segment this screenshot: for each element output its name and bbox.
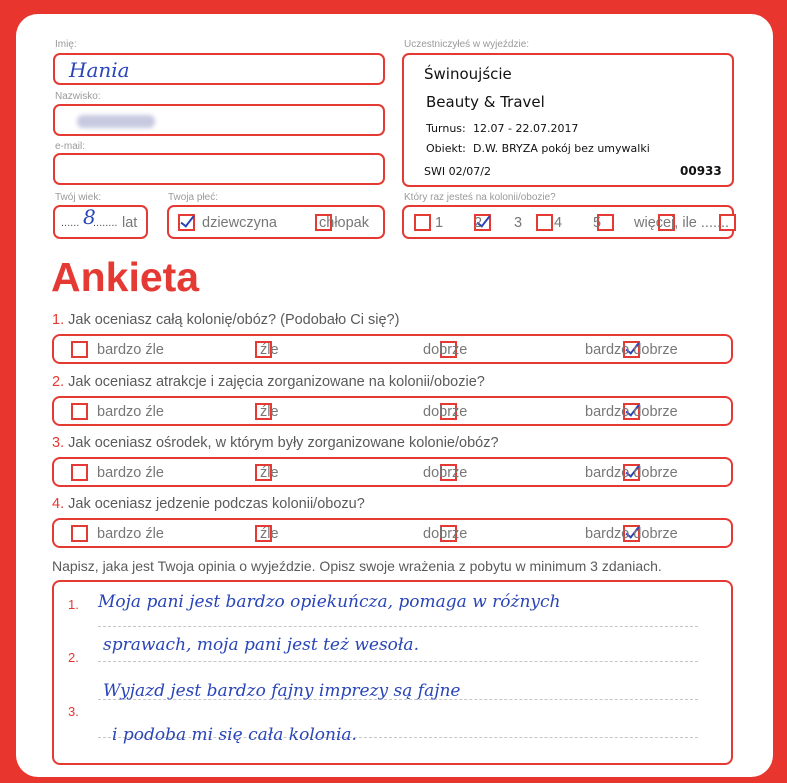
trip-box bbox=[402, 53, 734, 187]
question-2-number: 2. bbox=[52, 374, 65, 390]
times-1-checkbox[interactable] bbox=[414, 214, 431, 231]
q3-option-2-label: źle bbox=[260, 465, 279, 481]
turnus-label: Turnus: bbox=[426, 122, 466, 135]
times-field bbox=[402, 205, 734, 239]
q3-option-4-label: bardzo dobrze bbox=[585, 465, 678, 481]
gender-field bbox=[167, 205, 385, 239]
question-2 bbox=[52, 374, 485, 390]
question-4-options bbox=[52, 518, 733, 548]
times-2-label: 2 bbox=[474, 215, 483, 231]
trip-program: Beauty & Travel bbox=[426, 93, 545, 111]
line-number-3: 3. bbox=[68, 704, 79, 719]
gender-girl-checkbox[interactable] bbox=[178, 214, 195, 231]
question-1 bbox=[52, 312, 399, 328]
times-4-label: 4 bbox=[554, 215, 563, 231]
q4-option-1-label: bardzo źle bbox=[97, 526, 164, 542]
opinion-prompt: Napisz, jaka jest Twoja opinia o wyjeździe. Opisz swoje wrażenia z pobytu w minimum 3 zdaniach. bbox=[52, 558, 662, 574]
trip-label: Uczestniczyłeś w wyjeździe: bbox=[404, 39, 530, 50]
q4-option-1-checkbox[interactable] bbox=[71, 525, 88, 542]
times-label: Który raz jesteś na kolonii/obozie? bbox=[404, 192, 556, 203]
gender-girl-label: dziewczyna bbox=[202, 215, 277, 231]
age-dots-right: ........ bbox=[93, 217, 118, 229]
q2-option-4-label: bardzo dobrze bbox=[585, 404, 678, 420]
opinion-line-1: Moja pani jest bardzo opiekuńcza, pomaga w różnych bbox=[98, 592, 561, 612]
q3-option-1-checkbox[interactable] bbox=[71, 464, 88, 481]
gender-label: Twoja płeć: bbox=[168, 192, 219, 203]
turnus-value: 12.07 - 22.07.2017 bbox=[473, 122, 579, 135]
name-field[interactable] bbox=[53, 53, 385, 85]
question-1-text: Jak oceniasz całą kolonię/obóz? (Podobało Ci się?) bbox=[68, 312, 400, 328]
question-3-text: Jak oceniasz ośrodek, w którym były zorganizowane kolonie/obóz? bbox=[68, 435, 499, 451]
q2-option-1-label: bardzo źle bbox=[97, 404, 164, 420]
trip-number: 00933 bbox=[680, 164, 722, 178]
q2-option-2-label: źle bbox=[260, 404, 279, 420]
email-field[interactable] bbox=[53, 153, 385, 185]
question-1-options bbox=[52, 334, 733, 364]
q4-option-2-label: źle bbox=[260, 526, 279, 542]
redacted-surname bbox=[77, 115, 155, 128]
survey-title: Ankieta bbox=[51, 254, 200, 300]
age-unit: lat bbox=[122, 215, 138, 231]
name-label: Imię: bbox=[55, 39, 77, 50]
question-2-text: Jak oceniasz atrakcje i zajęcia zorganizowane na kolonii/obozie? bbox=[68, 374, 485, 390]
q3-option-1-label: bardzo źle bbox=[97, 465, 164, 481]
surname-field[interactable] bbox=[53, 104, 385, 136]
surname-label: Nazwisko: bbox=[55, 91, 101, 102]
writing-line bbox=[98, 626, 698, 627]
times-3-label: 3 bbox=[514, 215, 523, 231]
question-3-options bbox=[52, 457, 733, 487]
q1-option-1-label: bardzo źle bbox=[97, 342, 164, 358]
q4-option-3-label: dobrze bbox=[423, 526, 468, 542]
question-3 bbox=[52, 435, 499, 451]
name-value: Hania bbox=[69, 58, 130, 82]
opinion-line-3: Wyjazd jest bardzo fajny imprezy są fajne bbox=[103, 681, 461, 701]
times-1-label: 1 bbox=[435, 215, 444, 231]
q1-option-1-checkbox[interactable] bbox=[71, 341, 88, 358]
opinion-line-4: i podoba mi się cała kolonia. bbox=[112, 725, 357, 745]
question-4-number: 4. bbox=[52, 496, 65, 512]
q1-option-4-label: bardzo dobrze bbox=[585, 342, 678, 358]
line-number-1: 1. bbox=[68, 597, 79, 612]
times-5-label: 5 bbox=[593, 215, 602, 231]
question-1-number: 1. bbox=[52, 312, 65, 328]
q2-option-1-checkbox[interactable] bbox=[71, 403, 88, 420]
age-dots-left: ...... bbox=[61, 217, 80, 229]
question-4 bbox=[52, 496, 365, 512]
q2-option-3-label: dobrze bbox=[423, 404, 468, 420]
question-3-number: 3. bbox=[52, 435, 65, 451]
age-value: 8 bbox=[83, 205, 96, 229]
line-number-2: 2. bbox=[68, 650, 79, 665]
email-label: e-mail: bbox=[55, 141, 86, 152]
times-more-label: więcej, ile ....... bbox=[634, 215, 730, 231]
trip-code: SWI 02/07/2 bbox=[424, 165, 492, 178]
object-value: D.W. BRYZA pokój bez umywalki bbox=[473, 142, 650, 155]
object-label: Obiekt: bbox=[426, 142, 466, 155]
q1-option-2-label: źle bbox=[260, 342, 279, 358]
question-2-options bbox=[52, 396, 733, 426]
trip-city: Świnoujście bbox=[424, 65, 512, 83]
q4-option-4-label: bardzo dobrze bbox=[585, 526, 678, 542]
opinion-line-2: sprawach, moja pani jest też wesoła. bbox=[103, 635, 419, 655]
q3-option-3-label: dobrze bbox=[423, 465, 468, 481]
question-4-text: Jak oceniasz jedzenie podczas kolonii/obozu? bbox=[68, 496, 365, 512]
gender-boy-label: chłopak bbox=[319, 215, 369, 231]
times-3-checkbox[interactable] bbox=[536, 214, 553, 231]
q1-option-3-label: dobrze bbox=[423, 342, 468, 358]
writing-line bbox=[98, 661, 698, 662]
age-field[interactable] bbox=[53, 205, 148, 239]
age-label: Twój wiek: bbox=[55, 192, 102, 203]
